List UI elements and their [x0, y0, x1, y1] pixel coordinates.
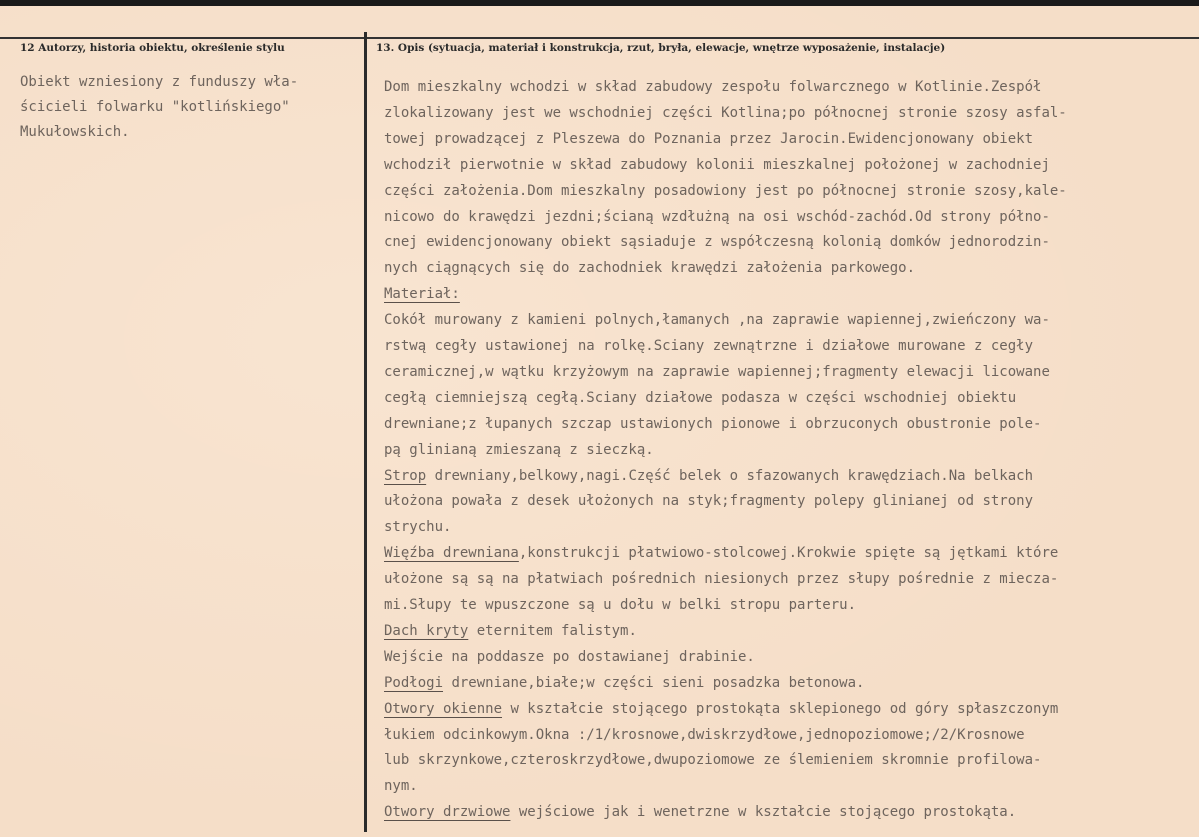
text-line — [384, 131, 1033, 147]
text-line: ścicieli folwarku "kotlińskiego" — [20, 99, 290, 115]
line-text: ,konstrukcji płatwiowo-stolcowej.Krokwie spięte są jętkami które — [518, 545, 1059, 562]
line-text: pą glinianą zmieszaną z sieczką. — [384, 441, 654, 458]
line-text: strychu. — [384, 519, 452, 536]
line-text: łukiem odcinkowym.Okna :/1/krosnowe,dwiskrzydłowe,jednopoziomowe;/2/Krosnowe — [384, 726, 1025, 743]
text-line — [384, 571, 1058, 587]
line-text: eternitem falistym. — [468, 622, 637, 639]
line-text: Wejście na poddasze po dostawianej drabinie. — [384, 648, 755, 665]
section-13-header: 13. Opis (sytuacja, materiał i konstrukcja, rzut, bryła, elewacje, wnętrze wyposażenie, instalacje) — [376, 42, 946, 54]
line-text: nych ciągnących się do zachodniek krawędzi założenia parkowego. — [384, 260, 916, 277]
line-text: lub skrzynkowe,czteroskrzydłowe,dwupoziomowe ze ślemieniem skromnie profilowa- — [384, 752, 1042, 769]
text-line — [384, 623, 637, 639]
text-line — [384, 364, 1050, 380]
line-text: towej prowadzącej z Pleszewa do Poznania przez Jarocin.Ewidencjonowany obiekt — [384, 130, 1034, 147]
text-line — [384, 804, 1016, 820]
line-text: ułożona powała z desek ułożonych na styk;fragmenty polepy glinianej od strony — [384, 493, 1034, 510]
section-12-header: 12 Autorzy, historia obiektu, określenie stylu — [20, 42, 285, 54]
line-text: części założenia.Dom mieszkalny posadowiony jest po północnej stronie szosy,kale- — [384, 182, 1067, 199]
text-line — [384, 519, 451, 535]
line-text: cnej ewidencjonowany obiekt sąsiaduje z współczesną kolonią domków jednorodzin- — [384, 234, 1050, 251]
line-text: wejściowe jak i wenetrzne w kształcie stojącego prostokąta. — [510, 804, 1017, 821]
text-line — [384, 701, 1058, 717]
text-line — [384, 312, 1050, 328]
text-line — [384, 778, 418, 794]
underlined-heading: Dach kryty — [384, 622, 469, 639]
text-line — [384, 105, 1067, 121]
text-line — [384, 390, 1016, 406]
text-line — [384, 260, 915, 276]
text-line — [384, 597, 856, 613]
underlined-heading: Otwory drzwiowe — [384, 804, 511, 821]
line-text: ułożone są są na płatwiach pośrednich niesionych przez słupy pośrednie z miecza- — [384, 571, 1059, 588]
line-text: cegłą ciemniejszą cegłą.Sciany działowe podasza w części wschodniej obiektu — [384, 389, 1017, 406]
inventory-card — [0, 6, 1199, 837]
line-text: Dom mieszkalny wchodzi w skład zabudowy zespołu folwarcznego w Kotlinie.Zespół — [384, 79, 1042, 95]
line-text: drewniane,białe;w części sieni posadzka betonowa. — [443, 674, 865, 691]
text-line — [384, 157, 1050, 173]
text-line — [384, 442, 654, 458]
text-line — [384, 209, 1050, 225]
line-text: nicowo do krawędzi jezdni;ścianą wzdłużną na osi wschód-zachód.Od strony półno- — [384, 208, 1050, 225]
line-text: w kształcie stojącego prostokąta sklepionego od góry spłaszczonym — [502, 700, 1059, 717]
line-text: Cokół murowany z kamieni polnych,łamanych ,na zaprawie wapiennej,zwieńczony wa- — [384, 312, 1050, 329]
text-line — [384, 183, 1067, 199]
line-text: wchodził pierwotnie w skład zabudowy kolonii mieszkalnej położonej w zachodniej — [384, 156, 1050, 173]
text-line — [384, 234, 1050, 250]
text-line: Obiekt wzniesiony z funduszy wła- — [20, 74, 299, 90]
underlined-heading: Strop — [384, 467, 427, 484]
text-line — [384, 649, 755, 665]
text-line — [384, 675, 864, 691]
line-text: drewniany,belkowy,nagi.Część belek o sfazowanych krawędziach.Na belkach — [426, 467, 1034, 484]
line-text: ceramicznej,w wątku krzyżowym na zaprawie wapiennej;fragmenty elewacji licowane — [384, 363, 1050, 380]
text-line — [384, 545, 1058, 561]
column-divider — [364, 32, 367, 832]
text-line — [384, 727, 1025, 743]
text-line — [384, 416, 1041, 432]
underlined-heading: Więźba drewniana — [384, 545, 519, 562]
text-line — [384, 79, 1041, 95]
line-text: drewniane;z łupanych szczap ustawionych pionowe i obrzuconych obustronie pole- — [384, 415, 1042, 432]
underlined-heading: Materiał: — [384, 286, 460, 303]
line-text: nym. — [384, 778, 418, 795]
text-line — [384, 493, 1033, 509]
line-text: rstwą cegły ustawionej na rolkę.Sciany zewnątrzne i działowe murowane z cegły — [384, 338, 1034, 354]
text-line — [384, 286, 460, 302]
text-line: Mukułowskich. — [20, 124, 130, 140]
text-line — [384, 468, 1033, 484]
text-line — [384, 338, 1033, 354]
underlined-heading: Podłogi — [384, 674, 444, 691]
line-text: mi.Słupy te wpuszczone są u dołu w belki stropu parteru. — [384, 597, 857, 613]
line-text: zlokalizowany jest we wschodniej części Kotlina;po północnej stronie szosy asfal- — [384, 104, 1067, 121]
text-line — [384, 752, 1041, 768]
top-rule — [0, 37, 1199, 39]
underlined-heading: Otwory okienne — [384, 700, 503, 717]
